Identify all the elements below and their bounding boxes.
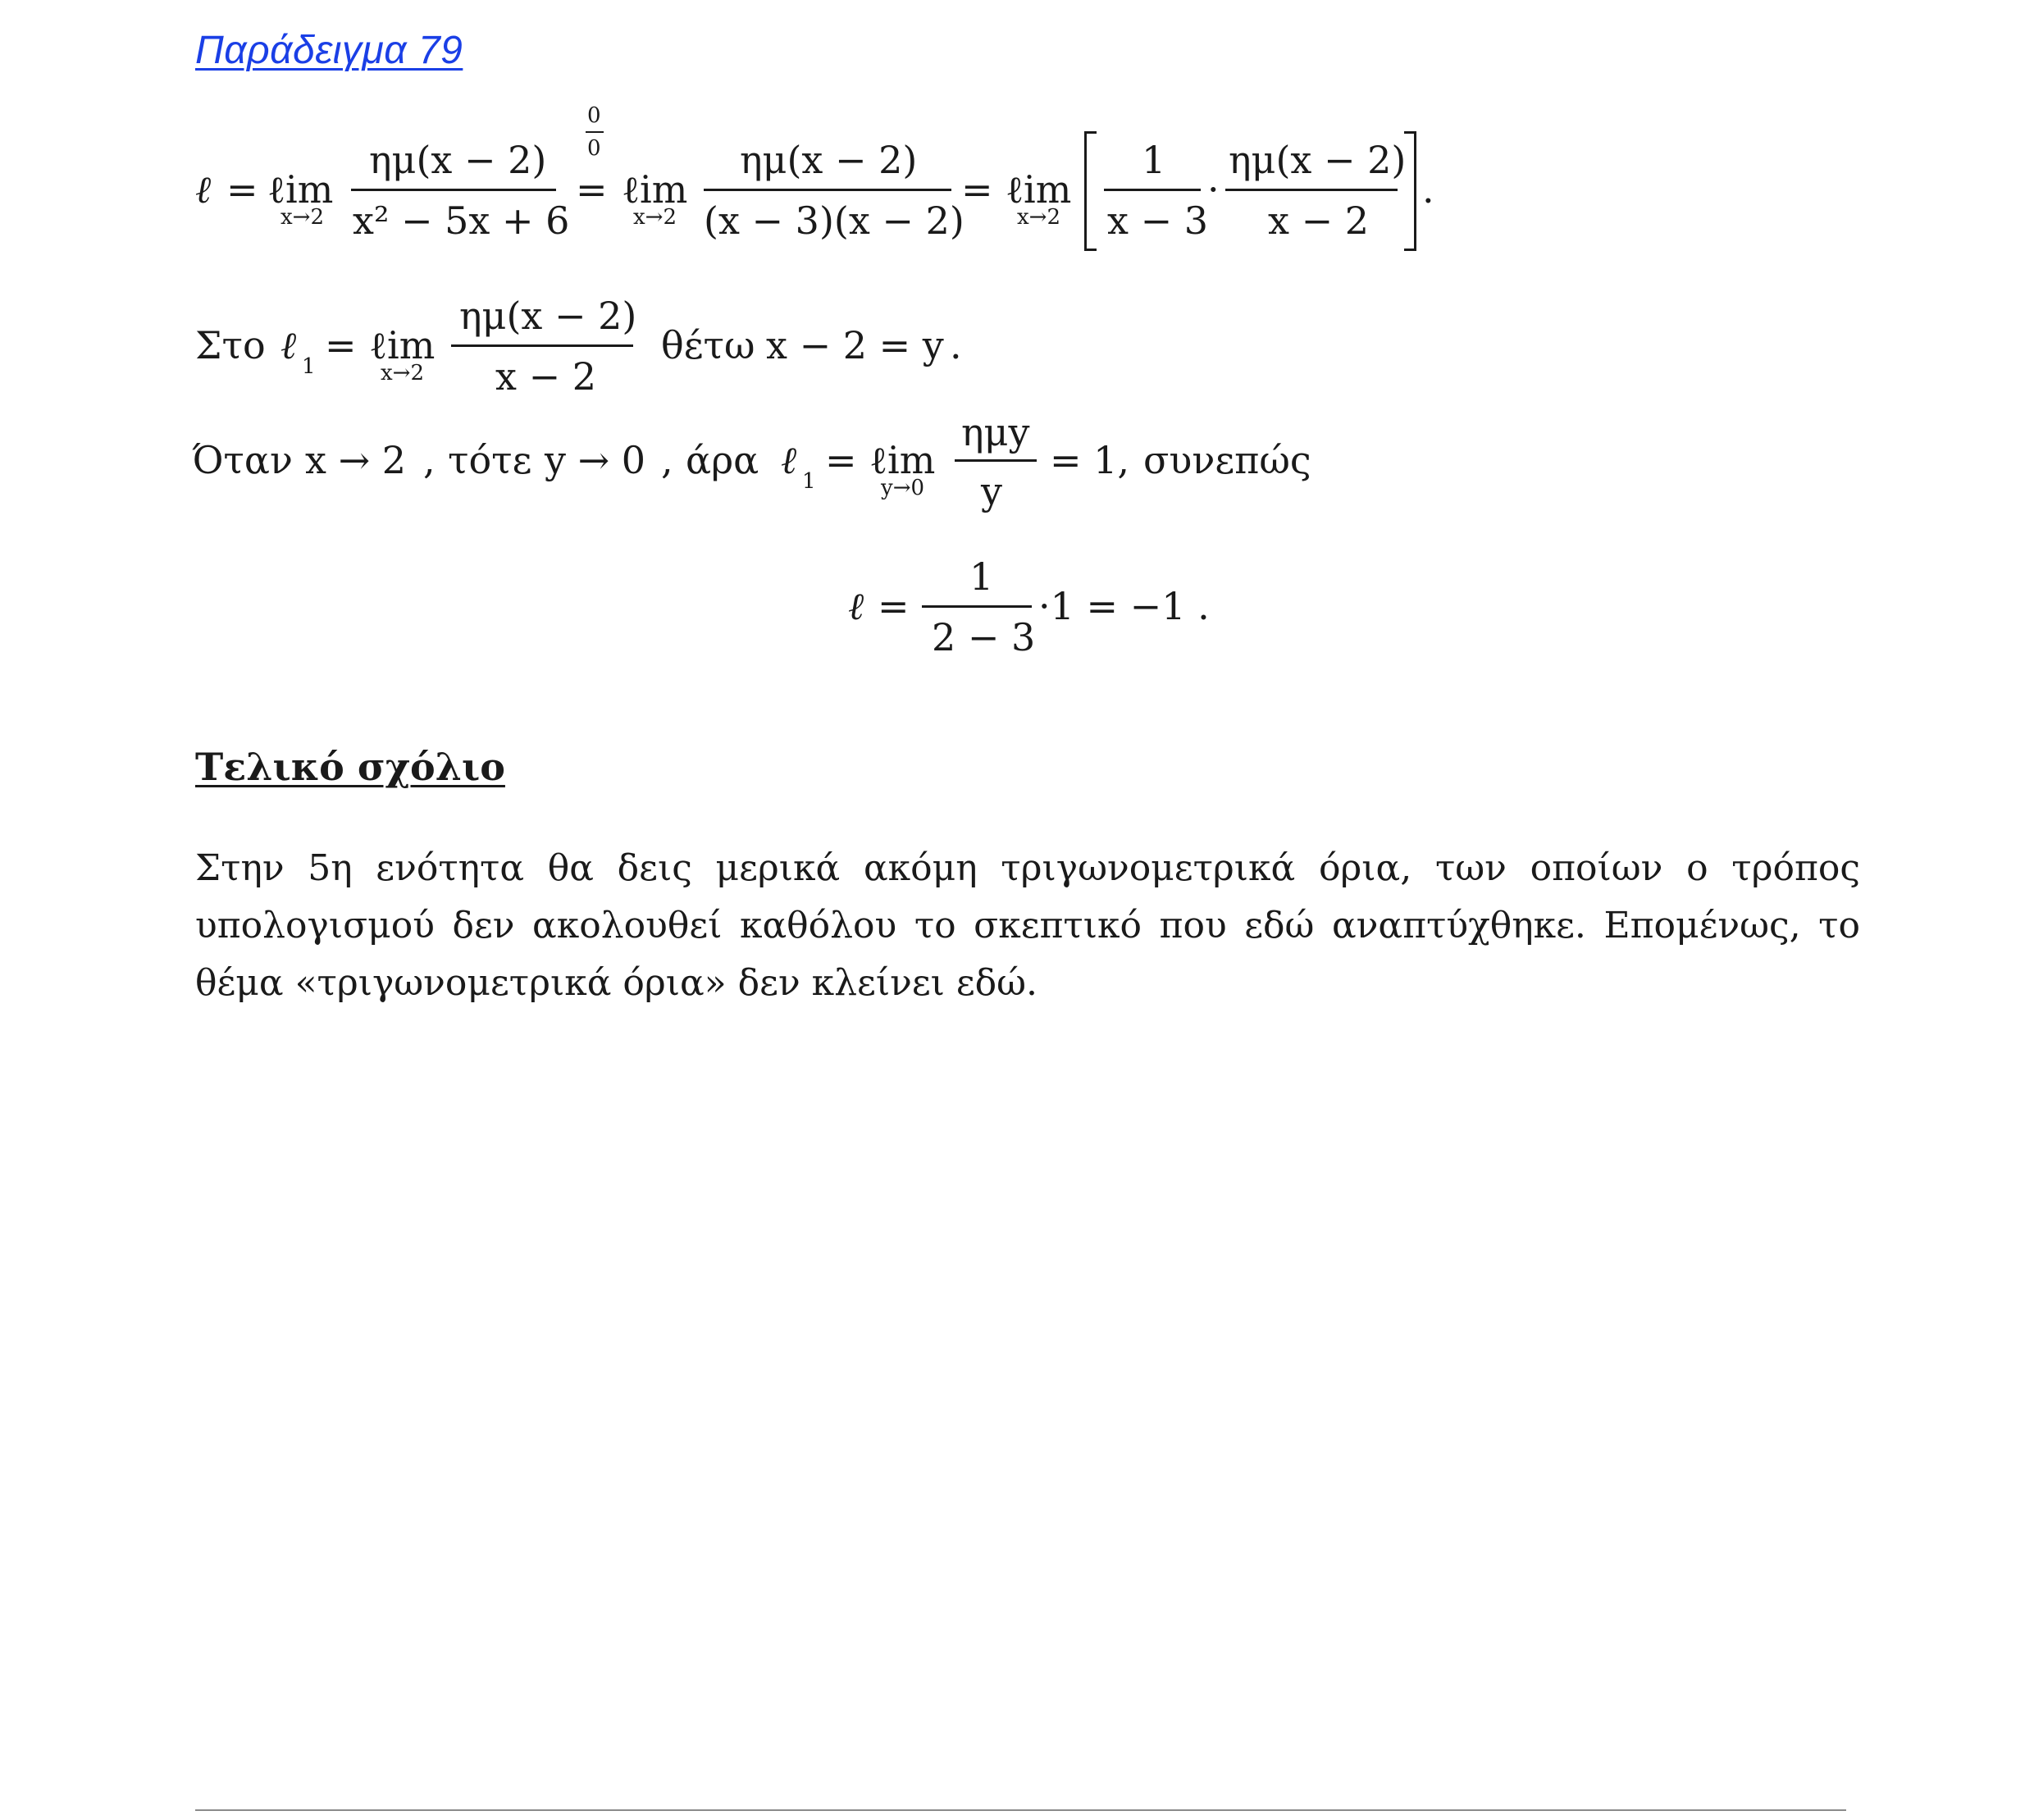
limit-subscript: x→2 [280,205,324,230]
fraction-bar [922,605,1032,608]
condition-x: x → 2 [305,438,406,482]
fraction-3-denominator: x − 3 [1107,198,1208,243]
limit-subscript: y→0 [881,476,925,500]
example-heading-link[interactable]: Παράδειγμα 79 [195,29,463,72]
limit-word: ℓim [267,167,334,212]
fraction-numerator: ημ(x − 2) [459,294,637,338]
so-text: άρα [686,438,759,482]
when-text: Όταν [192,438,293,482]
period: . [1422,167,1434,212]
fraction-1-numerator: ημ(x − 2) [369,138,547,182]
fraction-3-numerator: 1 [1142,138,1166,182]
fraction-denominator: x − 2 [495,354,596,399]
fraction-1-denominator: x² − 5x + 6 [353,198,570,243]
equation-4 [0,0,2034,673]
then-text: τότε [448,438,532,482]
limit-word: ℓim [622,167,688,212]
equals-sign: = [961,167,993,212]
consequently-text: συνεπώς [1143,438,1311,482]
fraction-4-denominator: x − 2 [1268,198,1369,243]
fraction-numerator: ημy [961,410,1030,454]
limit-subscript: x→2 [1017,205,1060,230]
limit-subscript: x→2 [381,361,424,385]
substitution-expression: x − 2 = y [766,323,944,367]
ell-symbol: ℓ [781,438,797,482]
ell-symbol: ℓ [195,167,212,212]
ell-symbol: ℓ [280,323,297,367]
ell-subscript: 1 [302,354,316,379]
prefix-text: Στο [195,323,266,367]
period: . [950,323,962,367]
limit-subscript: x→2 [633,205,677,230]
ell-symbol: ℓ [848,584,864,628]
fraction-4-numerator: ημ(x − 2) [1229,138,1407,182]
limit-word: ℓim [369,323,436,367]
multiplication-dot: · [1207,167,1220,212]
indeterminate-bottom: 0 [587,136,601,161]
comma: , [423,438,436,482]
fraction-denominator: 2 − 3 [932,615,1036,659]
limit-word: ℓim [1006,167,1072,212]
set-text: θέτω [661,323,755,367]
equals-sign: = [878,584,910,628]
limit-word: ℓim [869,438,936,482]
equals-sign: = [325,323,357,367]
result-expression: ·1 = −1 . [1038,584,1210,628]
indeterminate-top: 0 [587,103,601,128]
fraction-2-numerator: ημ(x − 2) [740,138,918,182]
equals-sign: = [825,438,857,482]
section-title: Τελικό σχόλιο [195,745,505,789]
fraction-numerator: 1 [969,554,994,599]
equals-sign: = [576,167,608,212]
result-value: = 1, [1050,438,1130,482]
fraction-2-denominator: (x − 3)(x − 2) [704,198,965,243]
footer-divider [195,1809,1846,1811]
condition-y: y → 0 [545,438,646,482]
fraction-denominator: y [981,469,1002,513]
comma: , [661,438,673,482]
ell-subscript: 1 [802,469,816,494]
equals-sign: = [226,167,258,212]
comment-paragraph: Στην 5η ενότητα θα δεις μερικά ακόμη τριγωνομετρικά όρια, των οποίων ο τρόπος υπολογισμού δεν ακολουθεί καθόλου το σκεπτικό που εδώ αναπτύχθηκε. Επομένως, το θέμα «τριγωνομετρικά όρια» δεν κλείνει εδώ. [195,847,1860,1004]
